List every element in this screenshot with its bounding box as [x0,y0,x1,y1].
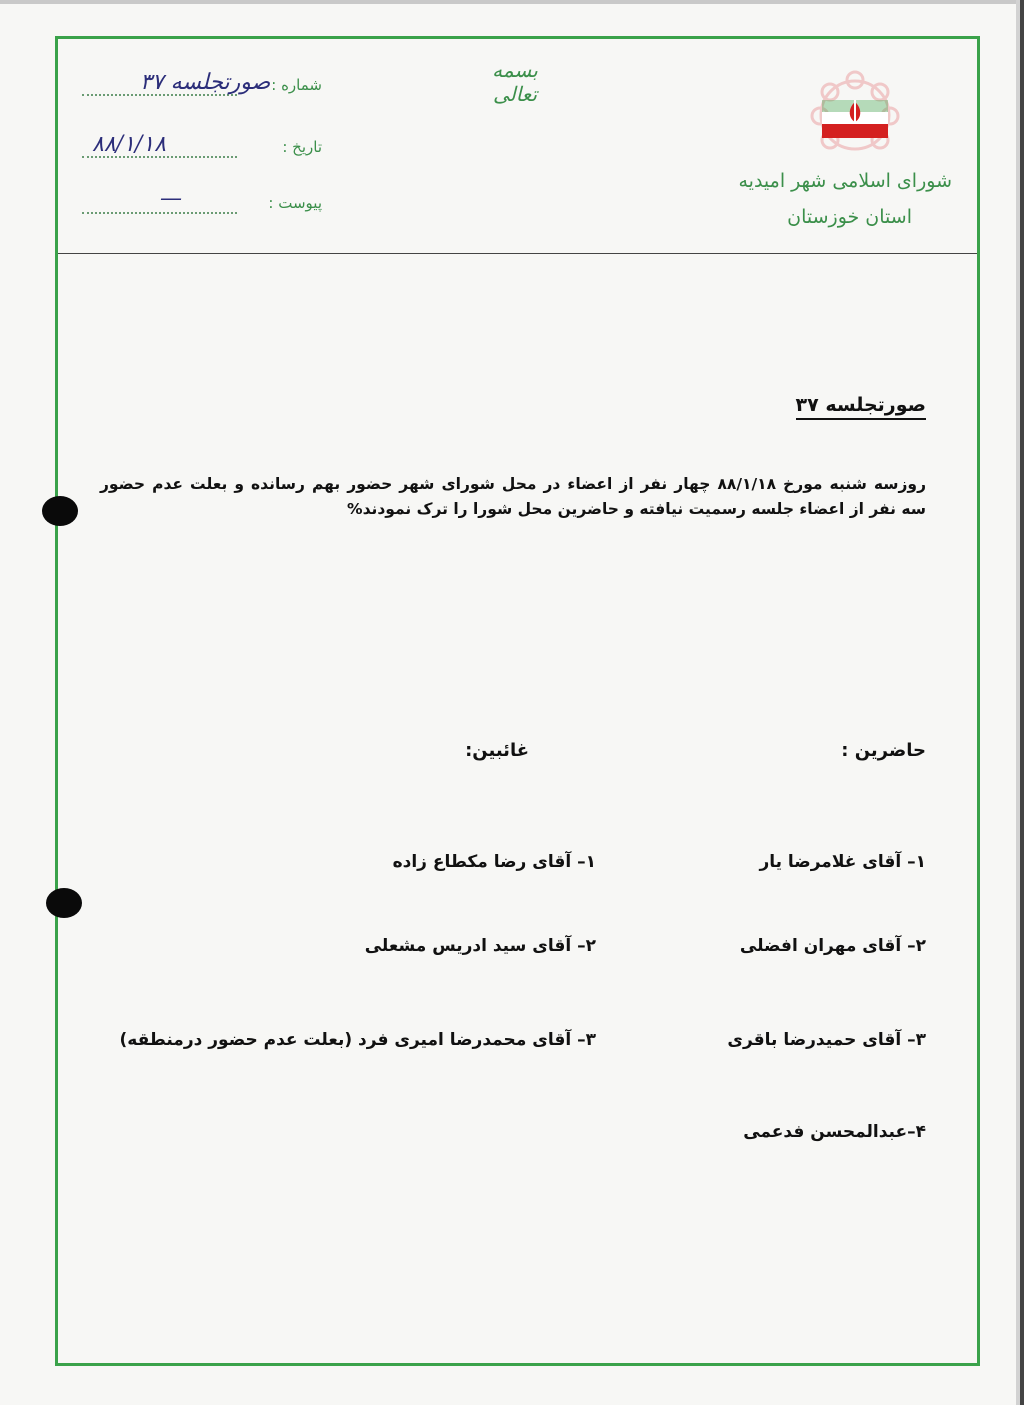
absent-heading: غائبین: [465,740,529,761]
header-divider [58,253,977,254]
absent-item-2: ۲– آقای سید ادریس مشعلی [364,936,596,956]
absent-item-1: ۱– آقای رضا مکطاع زاده [392,852,596,872]
present-item-3: ۳– آقای حمیدرضا باقری [727,1030,926,1050]
present-item-2: ۲– آقای مهران افضلی [739,936,926,956]
absent-item-3: ۳– آقای محمدرضا امیری فرد (بعلت عدم حضور درمنطقه) [119,1030,596,1050]
iran-emblem-icon [800,70,910,160]
number-handwritten-value: صورتجلسه ۳۷ [140,70,271,95]
page-border [55,36,980,1366]
date-handwritten-value: ۸۸/۱/۱۸ [92,132,166,157]
bismillah: بسمه تعالی [492,58,538,106]
province-name: استان خوزستان [787,206,912,228]
council-name: شورای اسلامی شهر امیدیه [738,170,952,192]
attachment-handwritten-value: — [160,186,182,211]
document-title: صورتجلسه ۳۷ [796,394,926,420]
attachment-field [82,190,322,222]
attachment-dotted-line [82,212,237,214]
present-item-4: ۴–عبدالمحسن فدعمی [743,1122,926,1142]
present-heading: حاضرین : [841,740,926,761]
attachment-label: پیوست : [268,194,322,212]
punch-hole-top [42,496,78,526]
number-label: شماره : [271,76,322,94]
document-body: روزسه شنبه مورخ ۸۸/۱/۱۸ چهار نفر از اعضاء در محل شورای شهر حضور بهم رسانده و بعلت عدم حضور سه نفر از اعضاء جلسه رسمیت نیافته و حاضرین محل شورا را ترک نمودند% [100,475,926,518]
punch-hole-bottom [46,888,82,918]
date-label: تاریخ : [282,138,322,156]
present-item-1: ۱– آقای غلامرضا یار [759,852,926,872]
